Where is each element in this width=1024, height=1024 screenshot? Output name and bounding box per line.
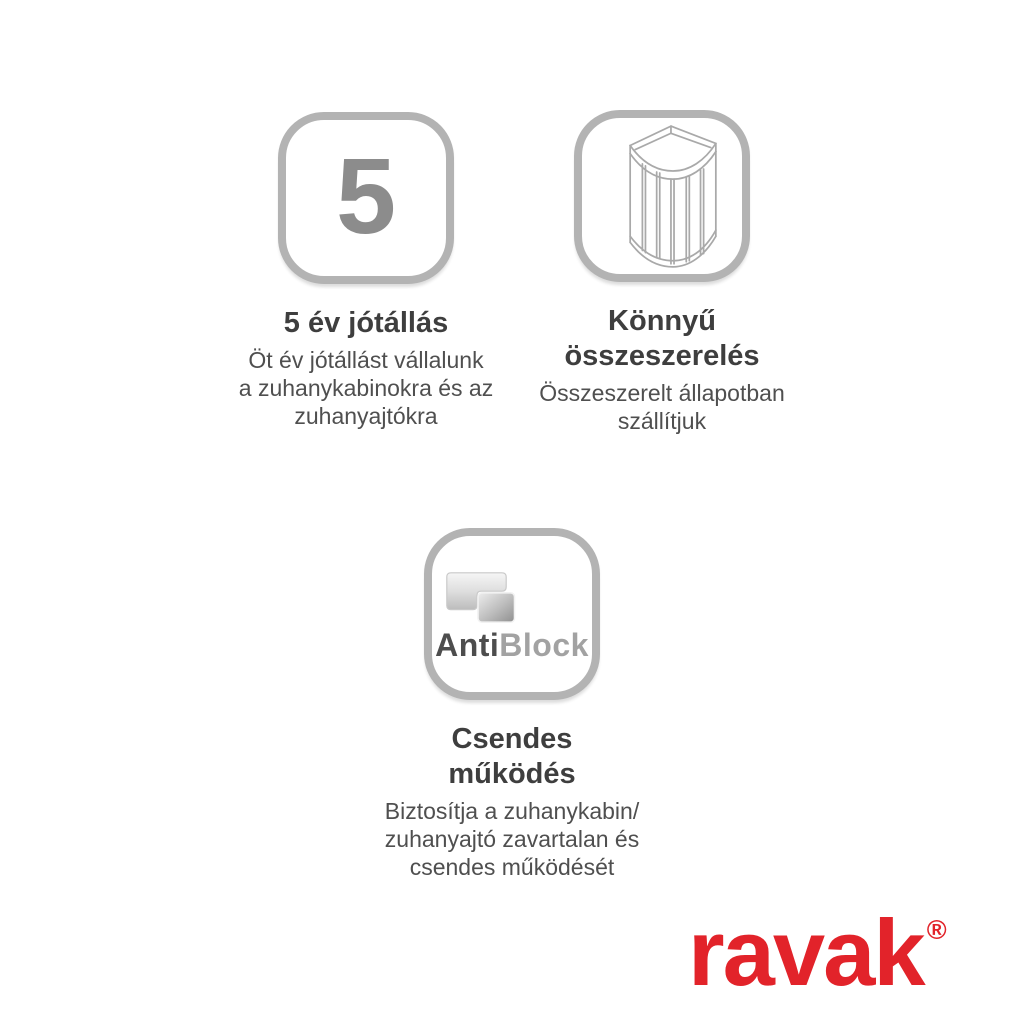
feature-assembly-title [502, 304, 822, 374]
shower-cabin-drawing [622, 122, 724, 271]
feature-warranty-title [206, 306, 526, 341]
antiblock-squares-icon [446, 572, 516, 623]
feature-quiet-title [332, 722, 692, 792]
antiblock-wordmark [432, 627, 592, 664]
feature-warranty-description [206, 346, 526, 430]
feature-quiet-description [332, 797, 692, 881]
feature-assembly-description [502, 379, 822, 435]
antiblock-icon [424, 528, 600, 700]
desc-line: csendes működését [409, 854, 615, 880]
title-line: Csendes [451, 723, 573, 755]
warranty-number: 5 [335, 135, 397, 256]
title-line: 5 év jótállás [283, 307, 449, 339]
registered-trademark-icon: ® [926, 915, 947, 945]
antiblock-text-block: Block [499, 627, 589, 663]
antiblock-text-anti: Anti [435, 627, 500, 663]
desc-line: Öt év jótállást vállalunk [248, 347, 484, 373]
ravak-logo [688, 900, 947, 1005]
ravak-logo-text: ravak [688, 900, 924, 1005]
antiblock-logo [432, 536, 592, 692]
title-line: működés [448, 758, 576, 790]
title-line: összeszerelés [564, 340, 760, 372]
feature-easy-assembly [502, 110, 822, 435]
feature-quiet-operation [332, 528, 692, 881]
desc-line: zuhanyajtó zavartalan és [384, 826, 640, 852]
number-5-badge-icon [278, 112, 454, 284]
title-line: Könnyű [608, 305, 716, 337]
desc-line: zuhanyajtókra [294, 403, 438, 429]
desc-line: a zuhanykabinokra és az [238, 375, 494, 401]
desc-line: szállítjuk [617, 408, 707, 434]
desc-line: Összeszerelt állapotban [539, 380, 785, 406]
feature-warranty [206, 112, 526, 430]
desc-line: Biztosítja a zuhanykabin/ [384, 798, 640, 824]
shower-cabin-icon [574, 110, 750, 282]
